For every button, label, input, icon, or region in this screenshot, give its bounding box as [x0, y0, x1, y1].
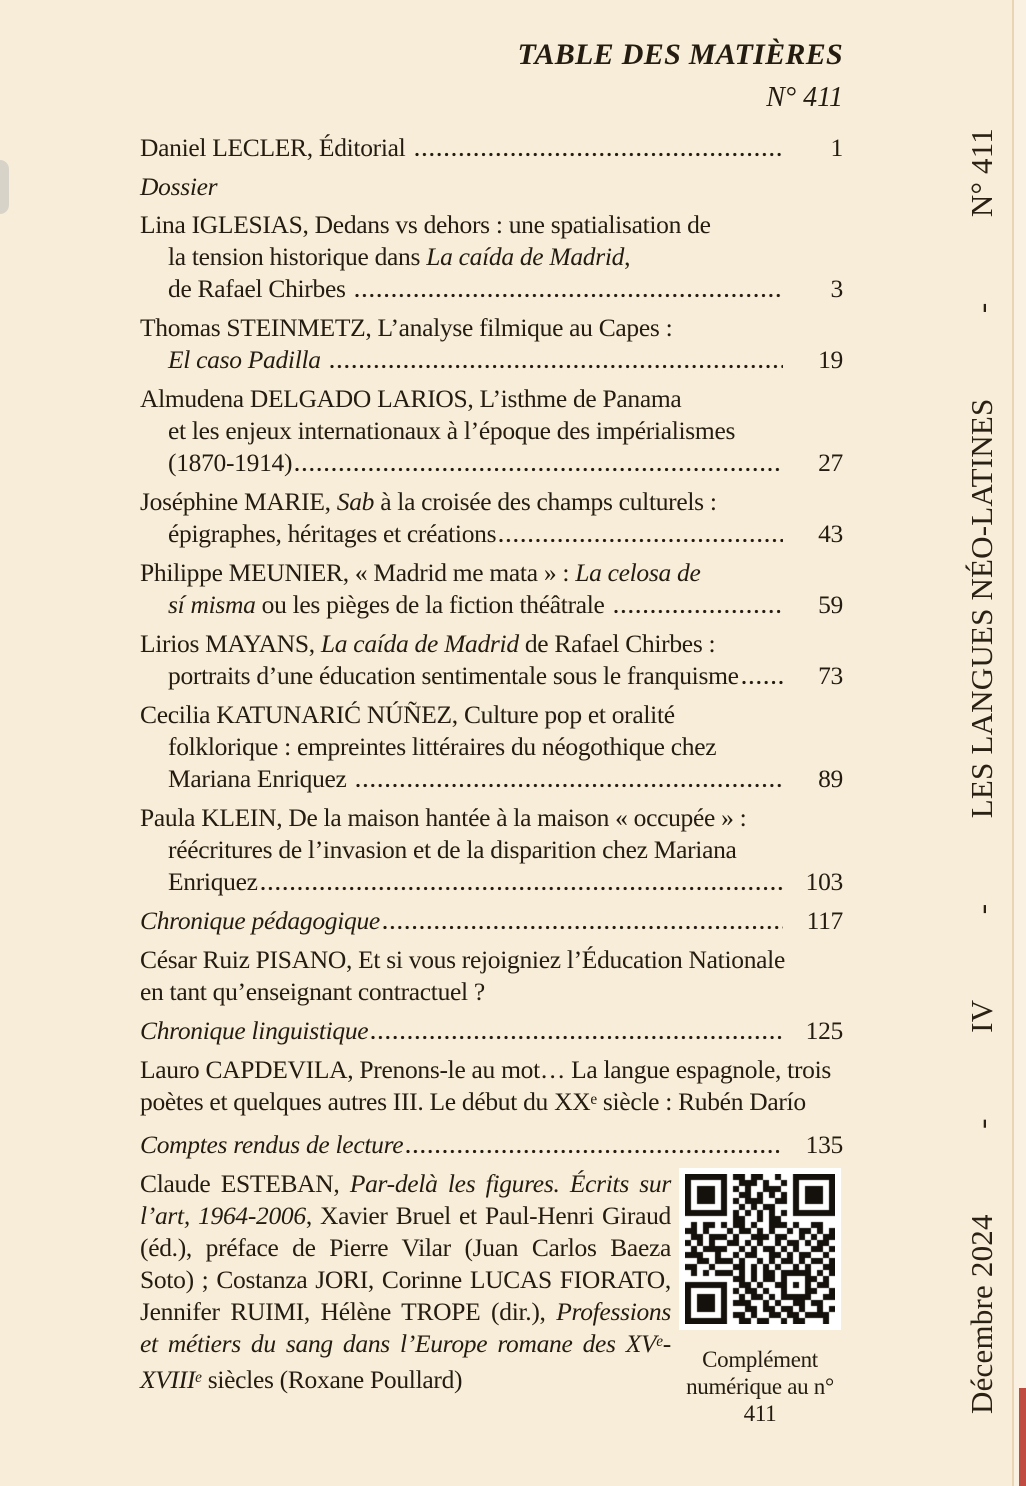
toc-line — [140, 312, 843, 344]
spine-item-date: Décembre 2024 — [964, 1214, 999, 1414]
text-seg: Cecilia KATUNARIĆ NÚÑEZ, Culture pop et oralité — [140, 700, 675, 729]
entry-text — [140, 905, 380, 937]
entry-text — [168, 763, 353, 795]
page-number: 125 — [805, 1016, 843, 1045]
entry-text — [140, 628, 715, 660]
page-number: 89 — [818, 764, 843, 793]
spine-separator: - — [964, 1118, 999, 1129]
text-seg: poètes et quelques autres III. Le début du XX — [140, 1087, 591, 1116]
page-title: TABLE DES MATIÈRES — [517, 38, 843, 71]
text-seg: Enriquez — [168, 867, 258, 896]
entry-text — [140, 976, 485, 1008]
page-number: 117 — [806, 906, 843, 935]
toc-line — [140, 866, 843, 898]
text-seg: de Rafael Chirbes — [168, 274, 352, 303]
toc-line — [140, 447, 843, 479]
toc-line — [140, 486, 843, 518]
text-seg: e — [590, 1090, 597, 1108]
text-seg: Philippe MEUNIER, « Madrid me mata » : — [140, 558, 576, 587]
page-number: 59 — [818, 590, 843, 619]
toc-line — [140, 589, 843, 621]
toc-entry — [140, 802, 843, 898]
toc-line — [140, 1129, 843, 1161]
text-seg: Lina IGLESIAS, Dedans vs dehors : une spatialisation de — [140, 210, 711, 239]
entry-text — [140, 802, 746, 834]
toc-entry — [140, 628, 843, 692]
entry-text — [140, 1015, 368, 1047]
entry-text — [168, 344, 327, 376]
toc-line — [140, 273, 843, 305]
text-seg: El caso Padilla — [168, 345, 327, 374]
page-number: 43 — [818, 519, 843, 548]
scan-artifact — [0, 160, 9, 214]
page-number: 103 — [805, 867, 843, 896]
entry-text — [140, 132, 412, 164]
toc-line — [140, 628, 843, 660]
toc-entry — [140, 1168, 843, 1427]
text-seg: Thomas STEINMETZ, L’analyse filmique au Capes : — [140, 313, 673, 342]
text-seg: réécritures de l’invasion et de la disparition chez Mariana — [168, 835, 737, 864]
text-seg: siècle : Rubén Darío — [596, 1087, 806, 1116]
toc-line — [140, 557, 843, 589]
entry-text — [140, 699, 675, 731]
spine-item-journal: LES LANGUES NÉO-LATINES — [964, 398, 999, 819]
text-seg: e — [656, 1332, 663, 1350]
entry-text — [140, 383, 681, 415]
text-seg: Par-delà les figures. Écrits sur l’art, 1964-2006 — [140, 1169, 671, 1230]
toc-line — [140, 415, 843, 447]
toc-entry — [140, 171, 843, 203]
entry-text — [168, 273, 352, 305]
toc-list — [140, 132, 843, 1427]
text-seg: Chronique pédagogique — [140, 906, 380, 935]
toc-entry — [140, 944, 843, 1008]
toc-line — [140, 802, 843, 834]
qr-panel — [677, 1168, 843, 1427]
text-seg: Lirios MAYANS, — [140, 629, 321, 658]
text-seg: Claude ESTEBAN, — [140, 1169, 350, 1198]
text-seg: e — [195, 1368, 202, 1386]
text-seg: la tension historique dans — [168, 242, 427, 271]
entry-text — [168, 589, 611, 621]
page-number: 19 — [818, 345, 843, 374]
page-number: 135 — [805, 1130, 843, 1159]
text-seg: César Ruiz PISANO, Et si vous rejoigniez l’Éducation Nationale — [140, 945, 785, 974]
entry-paragraph — [140, 1168, 671, 1400]
page-header — [140, 36, 843, 113]
text-seg: siècles (Roxane Poullard) — [201, 1365, 463, 1394]
text-seg: en tant qu’enseignant contractuel ? — [140, 977, 485, 1006]
text-seg: Dossier — [140, 172, 218, 201]
dot-leader — [260, 885, 783, 892]
text-seg: épigraphes, héritages et créations — [168, 519, 497, 548]
toc-line — [140, 731, 843, 763]
text-seg: Mariana Enriquez — [168, 764, 353, 793]
content-column — [140, 36, 843, 1434]
toc-line — [140, 944, 843, 976]
text-seg: La celosa de — [575, 558, 701, 587]
toc-entry — [140, 209, 843, 305]
dot-leader — [405, 1148, 783, 1155]
toc-line — [140, 383, 843, 415]
entry-text — [168, 241, 630, 273]
toc-line — [140, 834, 843, 866]
entry-text — [140, 1086, 806, 1122]
entry-text — [140, 944, 785, 976]
toc-line — [140, 905, 843, 937]
toc-entry — [140, 312, 843, 376]
issue-number: N° 411 — [766, 82, 843, 113]
entry-text — [140, 209, 711, 241]
text-seg: Almudena DELGADO LARIOS, L’isthme de Panama — [140, 384, 682, 413]
text-seg: (1870-1914) — [168, 448, 293, 477]
entry-text — [168, 415, 735, 447]
toc-entry — [140, 132, 843, 164]
text-seg: La caída de Madrid — [320, 629, 519, 658]
qr-caption-line1: Complément — [702, 1347, 818, 1372]
text-seg: Daniel LECLER, Éditorial — [140, 133, 412, 162]
spine-item-volume: IV — [964, 999, 999, 1033]
toc-line — [140, 518, 843, 550]
text-seg: de Rafael Chirbes : — [518, 629, 716, 658]
qr-code-box — [679, 1168, 841, 1330]
toc-entry — [140, 905, 843, 937]
text-seg: Chronique linguistique — [140, 1016, 369, 1045]
entry-text — [140, 486, 717, 518]
dot-leader — [613, 608, 783, 615]
spine-item-issue: N° 411 — [964, 128, 999, 218]
qr-caption — [677, 1346, 843, 1427]
text-seg: , Xavier Bruel et Paul-Henri Giraud (éd.), préface de Pierre Vilar (Juan Carlos Baeza Soto) ; Costanza JORI, Corinne LUCAS FIORATO, Jennifer RUIMI, Hélène TROPE (dir.), — [140, 1201, 671, 1326]
dot-leader — [329, 363, 783, 370]
toc-line — [140, 763, 843, 795]
toc-line — [140, 241, 843, 273]
entry-text — [168, 447, 292, 479]
entry-text — [168, 518, 496, 550]
qr-caption-line2: numérique au n° 411 — [686, 1374, 834, 1426]
text-seg: Paula KLEIN, De la maison hantée à la maison « occupée » : — [140, 803, 747, 832]
text-seg: portraits d’une éducation sentimentale sous le franquisme — [168, 661, 739, 690]
red-cover-edge — [1019, 1388, 1026, 1486]
text-seg: à la croisée des champs culturels : — [374, 487, 717, 516]
spine-separator: - — [964, 302, 999, 314]
dot-leader — [741, 679, 783, 686]
toc-line — [140, 209, 843, 241]
entry-text — [140, 557, 701, 589]
text-seg: ou les pièges de la fiction théâtrale — [255, 590, 611, 619]
entry-text — [140, 171, 217, 203]
dot-leader — [382, 924, 783, 931]
entry-text — [140, 312, 672, 344]
toc-entry — [140, 383, 843, 479]
text-seg: Lauro CAPDEVILA, Prenons-le au mot… La langue espagnole, trois — [140, 1055, 831, 1084]
dot-leader — [354, 292, 783, 299]
toc-line — [140, 660, 843, 692]
text-seg: La caída de Madrid — [426, 242, 625, 271]
toc-entry — [140, 699, 843, 795]
dot-leader — [498, 537, 783, 544]
entry-text — [140, 1054, 831, 1086]
text-seg: , — [624, 242, 631, 271]
toc-entry — [140, 486, 843, 550]
text-seg: et les enjeux internationaux à l’époque des impérialismes — [168, 416, 736, 445]
toc-line — [140, 1086, 843, 1122]
text-seg: sí misma — [168, 590, 256, 619]
entry-text — [140, 1129, 403, 1161]
text-seg: folklorique : empreintes littéraires du néogothique chez — [168, 732, 717, 761]
toc-line — [140, 132, 843, 164]
toc-line — [140, 976, 843, 1008]
text-seg: Comptes rendus de lecture — [140, 1130, 404, 1159]
page-number: 3 — [830, 274, 843, 303]
toc-entry — [140, 557, 843, 621]
toc-line — [140, 171, 843, 203]
spine — [952, 0, 1012, 1486]
page-number: 27 — [818, 448, 843, 477]
entry-text — [168, 660, 739, 692]
text-seg: -XVIII — [140, 1329, 671, 1394]
toc-line — [140, 344, 843, 376]
text-seg: Joséphine MARIE, — [140, 487, 337, 516]
entry-text — [168, 866, 258, 898]
toc-line — [140, 1015, 843, 1047]
entry-text — [168, 834, 737, 866]
dot-leader — [414, 151, 783, 158]
text-seg: Professions et métiers du sang dans l’Europe romane des XV — [140, 1297, 671, 1358]
dot-leader — [370, 1034, 783, 1041]
toc-entry — [140, 1129, 843, 1161]
page-number: 1 — [830, 133, 843, 162]
page-number: 73 — [818, 661, 843, 690]
dot-leader — [355, 782, 783, 789]
entry-text — [168, 731, 716, 763]
toc-entry — [140, 1054, 843, 1122]
toc-line — [140, 699, 843, 731]
qr-code-icon — [685, 1174, 835, 1324]
text-seg: Sab — [336, 487, 375, 516]
spine-separator: - — [964, 903, 999, 915]
toc-entry — [140, 1015, 843, 1047]
toc-line — [140, 1054, 843, 1086]
dot-leader — [294, 466, 783, 473]
page-edge — [1012, 0, 1026, 1486]
